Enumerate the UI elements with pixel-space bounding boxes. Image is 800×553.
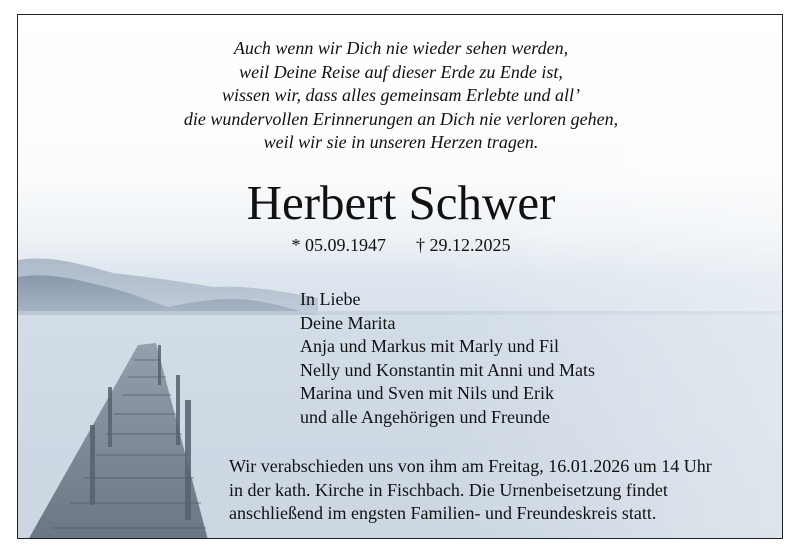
poem-line: Auch wenn wir Dich nie wieder sehen werden,	[233, 38, 569, 58]
mourner-line: Nelly und Konstantin mit Anni und Mats	[300, 359, 595, 380]
funeral-info	[229, 455, 712, 526]
poem-line: die wundervollen Erinnerungen an Dich nie verloren gehen,	[183, 108, 619, 129]
life-dates	[18, 234, 783, 256]
mourner-line: In Liebe	[300, 289, 361, 309]
funeral-line: anschließend im engsten Familien- und Freundeskreis statt.	[229, 503, 657, 523]
funeral-line: Wir verabschieden uns von ihm am Freitag, 16.01.2026 um 14 Uhr	[229, 456, 712, 476]
mourner-line: und alle Angehörigen und Freunde	[300, 406, 550, 427]
mourner-line: Marina und Sven mit Nils und Erik	[300, 383, 554, 403]
mourner-line: Deine Marita	[300, 312, 396, 333]
poem-line: weil wir sie in unseren Herzen tragen.	[263, 132, 539, 152]
mourners-list	[300, 288, 595, 429]
deceased-name: Herbert Schwer	[246, 175, 556, 230]
mourner-line: Anja und Markus mit Marly und Fil	[300, 336, 559, 356]
poem	[18, 37, 783, 155]
birth-date: * 05.09.1947	[291, 235, 386, 255]
poem-line: weil Deine Reise auf dieser Erde zu Ende ist,	[239, 61, 563, 82]
obituary-notice	[17, 14, 783, 539]
poem-line: wissen wir, dass alles gemeinsam Erlebte und all’	[222, 85, 580, 105]
funeral-line: in der kath. Kirche in Fischbach. Die Urnenbeisetzung findet	[229, 479, 668, 500]
death-date: † 29.12.2025	[416, 235, 511, 255]
